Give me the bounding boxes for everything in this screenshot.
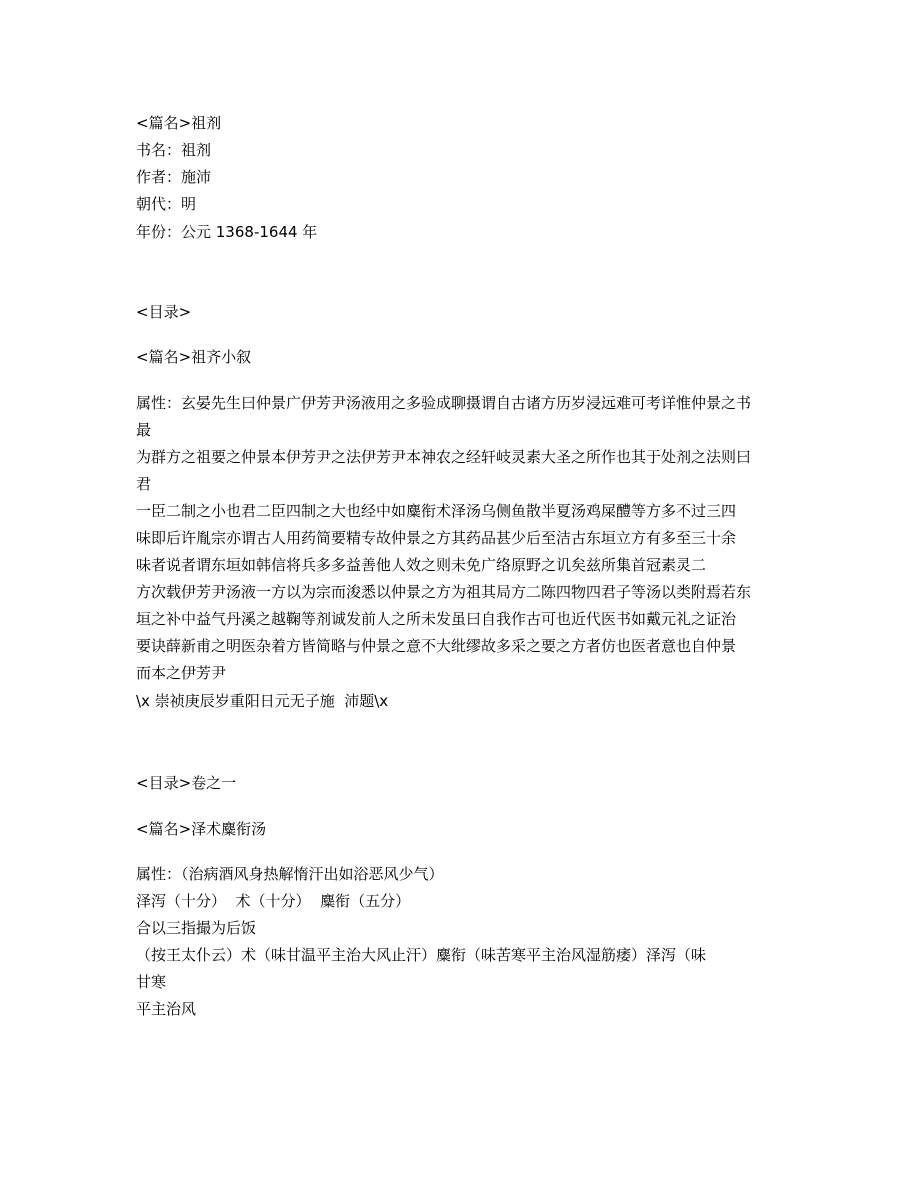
chapter-tag: <篇名>祖剂	[136, 114, 222, 132]
preface-line: 要诀薛新甫之明医杂着方皆简略与仲景之意不大纰缪故多采之要之方者仿也医者意也自仲景	[136, 637, 737, 655]
preface-signature: \x 崇祯庚辰岁重阳日元无子施 沛题\x	[136, 692, 389, 710]
preface-line: 属性：玄晏先生曰仲景广伊芳尹汤液用之多验成聊摄谓自古诸方历岁浸远难可考详惟仲景之书	[136, 394, 752, 412]
preface-line: 垣之补中益气丹溪之越鞠等剂诚发前人之所未发虽曰自我作古可也近代医书如戴元礼之证治	[136, 610, 737, 628]
preface-line: 君	[136, 475, 152, 493]
volume-toc-tag: <目录>卷之一	[136, 774, 237, 792]
dynasty: 朝代：明	[136, 195, 197, 213]
volume-line: 泽泻（十分） 术（十分） 麋衔（五分）	[136, 892, 411, 910]
preface-line: 味即后许胤宗亦谓古人用药简要精专故仲景之方其药品甚少后至洁古东垣立方有多至三十余	[136, 529, 737, 547]
book-name: 书名：祖剂	[136, 141, 212, 159]
preface-line: 最	[136, 421, 152, 439]
preface-line: 为群方之祖要之仲景本伊芳尹之法伊芳尹本神农之经轩岐灵素大圣之所作也其于处剂之法则曰	[136, 448, 752, 466]
volume-line: 合以三指撮为后饭	[136, 919, 257, 937]
year: 年份：公元 1368-1644 年	[136, 223, 318, 241]
volume-line: 属性：（治病酒风身热解惰汗出如浴恶风少气）	[136, 865, 444, 883]
preface-chapter-tag: <篇名>祖齐小叙	[136, 348, 252, 366]
preface-line: 味者说者谓东垣如韩信将兵多多益善他人效之则未免广络原野之讥矣兹所集首冠素灵二	[136, 556, 707, 574]
preface-line: 一臣二制之小也君二臣四制之大也经中如麋衔术泽汤乌侧鱼散半夏汤鸡屎醴等方多不过三四	[136, 502, 737, 520]
volume-chapter-tag: <篇名>泽术麋衔汤	[136, 820, 267, 838]
preface-line: 方次载伊芳尹汤液一方以为宗而浚悉以仲景之方为祖其局方二陈四物四君子等汤以类附焉若东	[136, 583, 752, 601]
volume-line: 平主治风	[136, 1000, 197, 1018]
author: 作者：施沛	[136, 168, 212, 186]
preface-line: 而本之伊芳尹	[136, 664, 227, 682]
toc-tag: <目录>	[136, 303, 192, 321]
volume-line: 甘寒	[136, 973, 167, 991]
volume-line: （按王太仆云）术（味甘温平主治大风止汗）麋衔（味苦寒平主治风湿筋痿）泽泻（味	[136, 946, 707, 964]
